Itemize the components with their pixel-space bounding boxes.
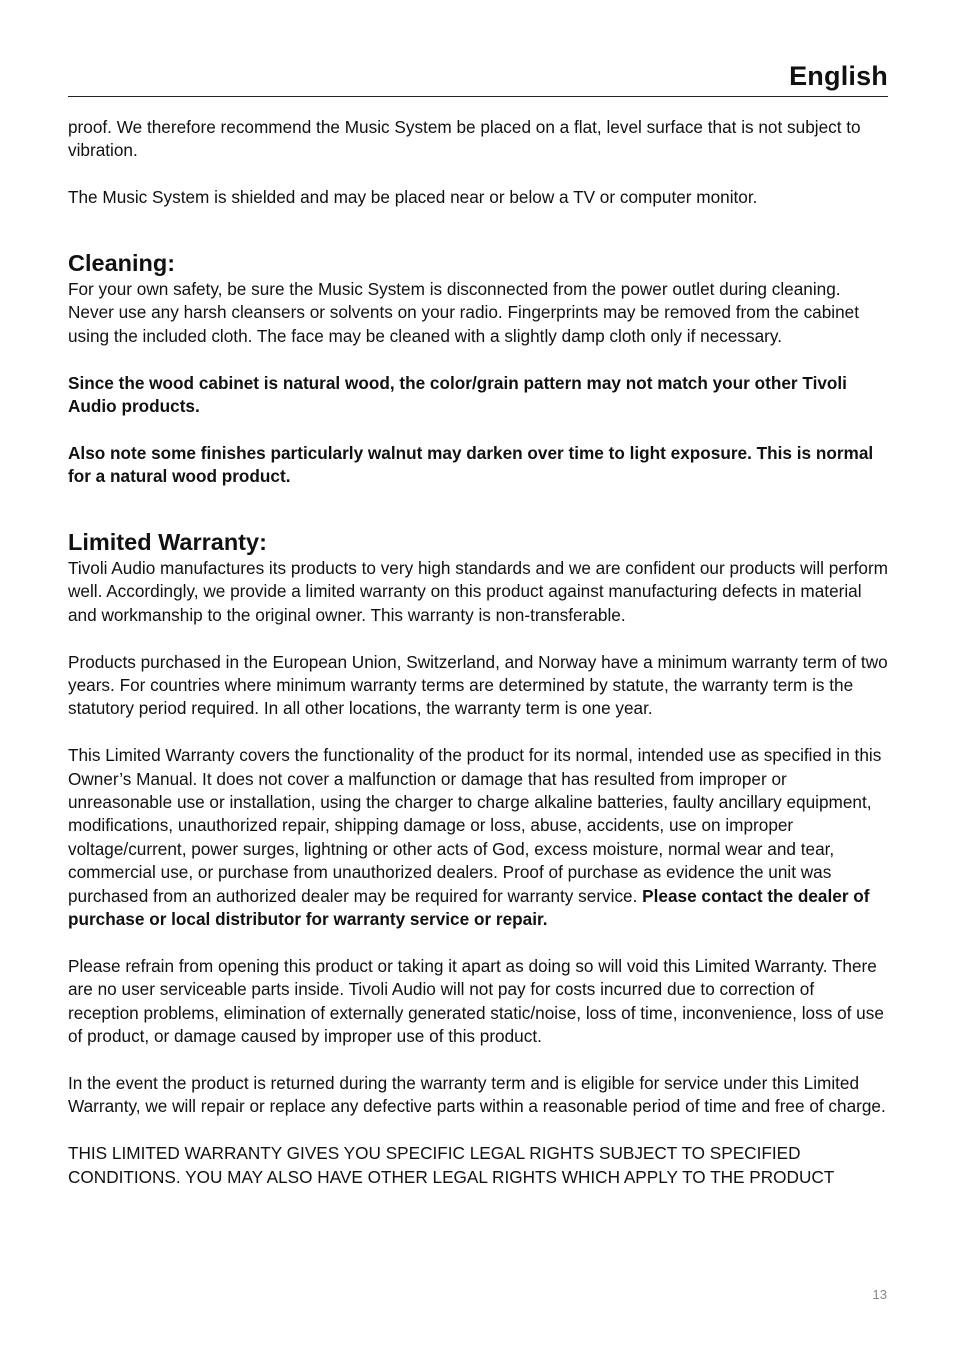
warranty-contact-note: Please contact the dealer of purchase or local distributor for warranty service or repair. bbox=[68, 885, 870, 930]
intro-paragraph-1: proof. We therefore recommend the Music System be placed on a flat, level surface that is not subject to vibration. bbox=[68, 117, 861, 161]
warranty-paragraph-3 bbox=[68, 744, 888, 931]
cleaning-walnut-note: Also note some finishes particularly walnut may darken over time to light exposure. This is normal for a natural wood product. bbox=[68, 442, 874, 487]
cleaning-wood-note: Since the wood cabinet is natural wood, the color/grain pattern may not match your other Tivoli Audio products. bbox=[68, 372, 847, 417]
warranty-heading: Limited Warranty: bbox=[68, 529, 267, 556]
cleaning-paragraph-1: For your own safety, be sure the Music System is disconnected from the power outlet during cleaning. Never use any harsh cleansers or solvents on your radio. Fingerprints may be removed from the cabinet using the included cloth. The face may be cleaned with a slightly damp cloth only if necessary. bbox=[68, 279, 860, 346]
section-spacer bbox=[68, 233, 888, 248]
page-number: 13 bbox=[872, 1287, 887, 1302]
document-body bbox=[68, 116, 888, 1212]
warranty-paragraph-1: Tivoli Audio manufactures its products to very high standards and we are confident our products will perform well. Accordingly, we provide a limited warranty on this product against manufacturing defects in material and workmanship to the original owner. This warranty is non-transferable. bbox=[68, 558, 888, 625]
warranty-paragraph-2: Products purchased in the European Union, Switzerland, and Norway have a minimum warranty term of two years. For countries where minimum warranty terms are determined by statute, the warranty term is the statutory period required. In all other locations, the warranty term is one year. bbox=[68, 651, 888, 719]
intro-paragraph-2: The Music System is shielded and may be placed near or below a TV or computer monitor. bbox=[68, 187, 758, 208]
section-spacer bbox=[68, 512, 888, 527]
warranty-paragraph-6: THIS LIMITED WARRANTY GIVES YOU SPECIFIC LEGAL RIGHTS SUBJECT TO SPECIFIED CONDITIONS. YOU MAY ALSO HAVE OTHER LEGAL RIGHTS WHICH APPLY TO THE PRODUCT bbox=[68, 1143, 835, 1187]
language-title: English bbox=[789, 61, 888, 91]
page-header bbox=[68, 58, 888, 97]
cleaning-heading: Cleaning: bbox=[68, 250, 176, 276]
warranty-paragraph-4: Please refrain from opening this product or taking it apart as doing so will void this Limited Warranty. There are no user serviceable parts inside. Tivoli Audio will not pay for costs incurred due to correction of reception problems, elimination of externally generated static/noise, loss of time, inconvenience, loss of use of product, or damage caused by improper use of this product. bbox=[68, 955, 884, 1047]
warranty-paragraph-5: In the event the product is returned during the warranty term and is eligible for service under this Limited Warranty, we will repair or replace any defective parts within a reasonable period of time and free of charge. bbox=[68, 1072, 886, 1117]
warranty-coverage-text: This Limited Warranty covers the functionality of the product for its normal, intended use as specified in this Owner’s Manual. It does not cover a malfunction or damage that has resulted from improper or unreasonable use or installation, using the charger to charge alkaline batteries, faulty ancillary equipment, modifications, unauthorized repair, shipping damage or loss, abuse, accidents, use on improper voltage/current, power surges, lightning or other acts of God, excess moisture, normal wear and tear, commercial use, or purchase from unauthorized dealers. Proof of purchase as evidence the unit was purchased from an authorized dealer may be required for warranty service. bbox=[68, 745, 882, 906]
